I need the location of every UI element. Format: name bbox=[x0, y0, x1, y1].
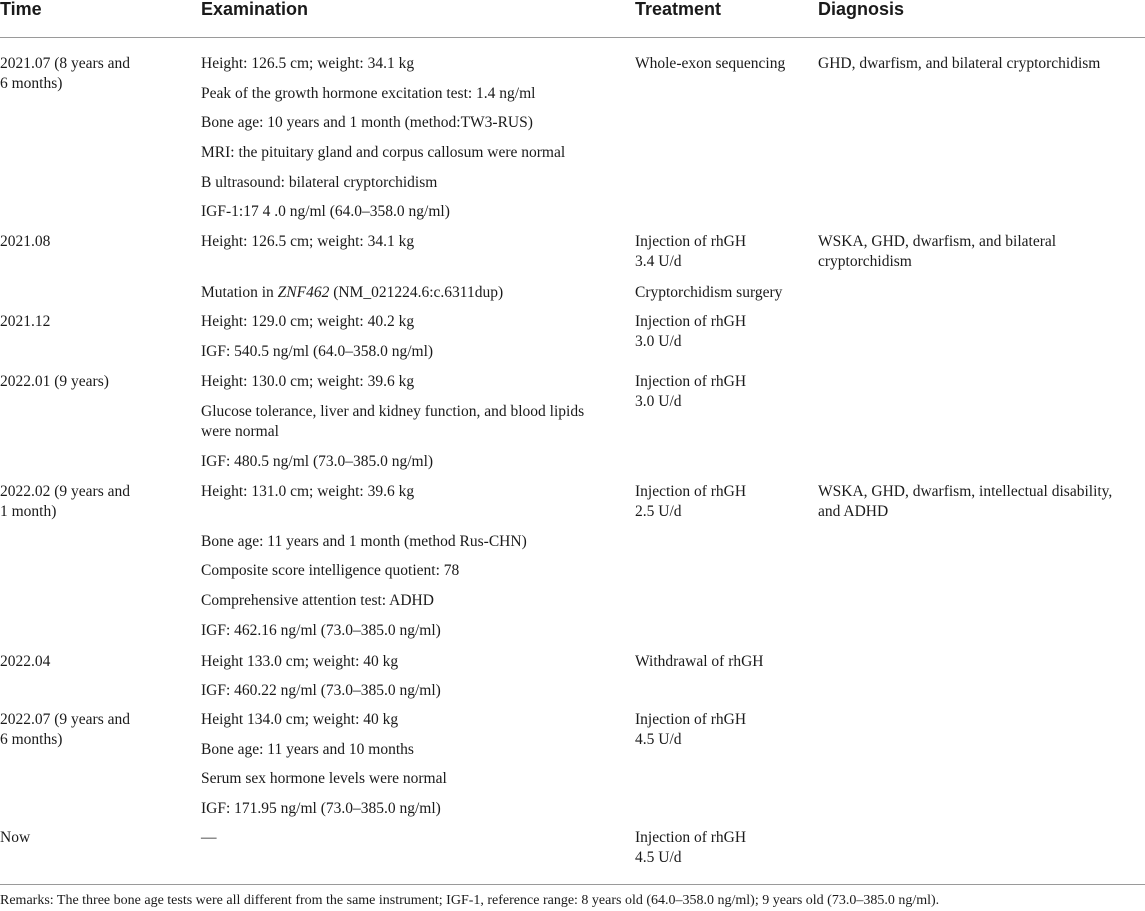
cell-examination bbox=[201, 799, 441, 819]
cell-examination bbox=[201, 652, 398, 672]
cell-examination bbox=[201, 740, 414, 760]
cell-examination bbox=[201, 372, 414, 392]
cell-examination bbox=[201, 532, 527, 552]
cell-examination bbox=[201, 710, 398, 730]
cell-examination-line: Height: 126.5 cm; weight: 34.1 kg bbox=[201, 233, 415, 250]
cell-time bbox=[0, 312, 50, 332]
cell-examination bbox=[201, 84, 535, 104]
cell-examination-line: were normal bbox=[201, 423, 279, 440]
cell-time-line: 2022.04 bbox=[0, 653, 51, 670]
cell-time bbox=[0, 710, 130, 750]
cell-diagnosis-line: and ADHD bbox=[818, 503, 889, 520]
cell-examination-line: IGF: 462.16 ng/ml (73.0–385.0 ng/ml) bbox=[201, 622, 441, 639]
cell-examination bbox=[201, 113, 533, 133]
gene-name: ZNF462 bbox=[277, 284, 330, 301]
cell-treatment bbox=[635, 652, 764, 672]
cell-examination-line: IGF-1:17 4 .0 ng/ml (64.0–358.0 ng/ml) bbox=[201, 203, 450, 220]
cell-treatment bbox=[635, 372, 746, 412]
cell-diagnosis-line: GHD, dwarfism, and bilateral cryptorchidism bbox=[818, 55, 1101, 72]
cell-time-line: 6 months) bbox=[0, 75, 63, 92]
cell-time bbox=[0, 232, 50, 252]
cell-examination bbox=[201, 621, 441, 641]
cell-time-line: 2021.12 bbox=[0, 313, 51, 330]
cell-examination-line: — bbox=[201, 829, 217, 846]
cell-examination-line: Serum sex hormone levels were normal bbox=[201, 770, 447, 787]
cell-time-line: 2022.02 (9 years and bbox=[0, 483, 130, 500]
cell-examination-line: MRI: the pituitary gland and corpus callosum were normal bbox=[201, 144, 566, 161]
cell-examination bbox=[201, 769, 447, 789]
cell-examination-line: B ultrasound: bilateral cryptorchidism bbox=[201, 174, 438, 191]
cell-treatment-line: 3.4 U/d bbox=[635, 253, 682, 270]
cell-examination bbox=[201, 402, 584, 442]
cell-examination bbox=[201, 681, 441, 701]
cell-examination-line: IGF: 480.5 ng/ml (73.0–385.0 ng/ml) bbox=[201, 453, 434, 470]
cell-diagnosis bbox=[818, 232, 1056, 272]
cell-examination-line: Composite score intelligence quotient: 78 bbox=[201, 562, 460, 579]
cell-examination-part: Mutation in bbox=[201, 284, 278, 301]
cell-examination bbox=[201, 561, 459, 581]
cell-examination-line: Height: 126.5 cm; weight: 34.1 kg bbox=[201, 55, 415, 72]
cell-treatment bbox=[635, 54, 785, 74]
cell-examination bbox=[201, 173, 437, 193]
cell-examination-line: Height 133.0 cm; weight: 40 kg bbox=[201, 653, 399, 670]
cell-treatment-line: Injection of rhGH bbox=[635, 373, 747, 390]
cell-examination-line: Height: 129.0 cm; weight: 40.2 kg bbox=[201, 313, 415, 330]
cell-time bbox=[0, 652, 50, 672]
cell-diagnosis-line: WSKA, GHD, dwarfism, and bilateral bbox=[818, 233, 1057, 250]
cell-time-line: 2021.08 bbox=[0, 233, 51, 250]
cell-treatment bbox=[635, 482, 746, 522]
cell-examination-line: IGF: 460.22 ng/ml (73.0–385.0 ng/ml) bbox=[201, 682, 441, 699]
cell-treatment-line: 3.0 U/d bbox=[635, 393, 682, 410]
cell-time-line: 2022.01 (9 years) bbox=[0, 373, 109, 390]
cell-examination-line: Bone age: 11 years and 10 months bbox=[201, 741, 414, 758]
cell-treatment-line: Injection of rhGH bbox=[635, 483, 747, 500]
cell-examination-line: Height: 130.0 cm; weight: 39.6 kg bbox=[201, 373, 415, 390]
cell-examination bbox=[201, 828, 217, 848]
header-examination: Examination bbox=[201, 0, 309, 19]
cell-treatment-line: Injection of rhGH bbox=[635, 313, 747, 330]
cell-examination bbox=[201, 283, 503, 303]
cell-examination bbox=[201, 202, 450, 222]
cell-examination-line: IGF: 171.95 ng/ml (73.0–385.0 ng/ml) bbox=[201, 800, 441, 817]
cell-diagnosis bbox=[818, 482, 1112, 522]
cell-treatment-line: Injection of rhGH bbox=[635, 233, 747, 250]
cell-examination bbox=[201, 452, 433, 472]
header-rule bbox=[0, 37, 1145, 38]
cell-treatment-line: Injection of rhGH bbox=[635, 829, 747, 846]
cell-treatment bbox=[635, 710, 746, 750]
cell-time bbox=[0, 54, 130, 94]
cell-treatment bbox=[635, 828, 746, 868]
cell-examination bbox=[201, 143, 565, 163]
table-bottom-rule bbox=[0, 884, 1145, 885]
cell-treatment-line: Whole-exon sequencing bbox=[635, 55, 786, 72]
cell-time-line: 1 month) bbox=[0, 503, 57, 520]
cell-examination-line: Glucose tolerance, liver and kidney function, and blood lipids bbox=[201, 403, 585, 420]
cell-diagnosis-line: WSKA, GHD, dwarfism, intellectual disability, bbox=[818, 483, 1113, 500]
cell-time-line: Now bbox=[0, 829, 31, 846]
cell-treatment-line: 4.5 U/d bbox=[635, 731, 682, 748]
table-remarks: Remarks: The three bone age tests were all different from the same instrument; IGF-1, reference range: 8 years old (64.0–358.0 ng/ml); 9 years old (73.0–385.0 ng/ml). bbox=[0, 893, 940, 908]
cell-examination bbox=[201, 312, 414, 332]
cell-diagnosis bbox=[818, 54, 1100, 74]
cell-treatment bbox=[635, 312, 746, 352]
cell-examination bbox=[201, 232, 414, 252]
cell-treatment-line: Injection of rhGH bbox=[635, 711, 747, 728]
cell-examination bbox=[201, 482, 414, 502]
cell-treatment bbox=[635, 283, 782, 303]
cell-examination-line: Height 134.0 cm; weight: 40 kg bbox=[201, 711, 399, 728]
cell-treatment-line: Withdrawal of rhGH bbox=[635, 653, 764, 670]
cell-examination-line: Bone age: 11 years and 1 month (method Rus-CHN) bbox=[201, 533, 527, 550]
cell-examination-line: Comprehensive attention test: ADHD bbox=[201, 592, 434, 609]
cell-treatment-line: 2.5 U/d bbox=[635, 503, 682, 520]
cell-examination-line: IGF: 540.5 ng/ml (64.0–358.0 ng/ml) bbox=[201, 343, 434, 360]
cell-examination-line: Peak of the growth hormone excitation test: 1.4 ng/ml bbox=[201, 85, 536, 102]
cell-time-line: 2021.07 (8 years and bbox=[0, 55, 130, 72]
cell-treatment-line: 3.0 U/d bbox=[635, 333, 682, 350]
cell-examination-part: (NM_021224.6:c.6311dup) bbox=[329, 284, 504, 301]
cell-examination bbox=[201, 591, 434, 611]
header-diagnosis: Diagnosis bbox=[818, 0, 905, 19]
cell-time bbox=[0, 372, 109, 392]
cell-time bbox=[0, 828, 30, 848]
header-treatment: Treatment bbox=[635, 0, 722, 19]
header-time: Time bbox=[0, 0, 42, 19]
cell-treatment-line: 4.5 U/d bbox=[635, 849, 682, 866]
cell-examination bbox=[201, 54, 414, 74]
cell-examination-line: Bone age: 10 years and 1 month (method:TW3-RUS) bbox=[201, 114, 533, 131]
cell-diagnosis-line: cryptorchidism bbox=[818, 253, 912, 270]
cell-time-line: 6 months) bbox=[0, 731, 63, 748]
cell-examination-line: Height: 131.0 cm; weight: 39.6 kg bbox=[201, 483, 415, 500]
cell-treatment-line: Cryptorchidism surgery bbox=[635, 284, 783, 301]
cell-treatment bbox=[635, 232, 746, 272]
cell-examination bbox=[201, 342, 433, 362]
cell-time-line: 2022.07 (9 years and bbox=[0, 711, 130, 728]
cell-time bbox=[0, 482, 130, 522]
